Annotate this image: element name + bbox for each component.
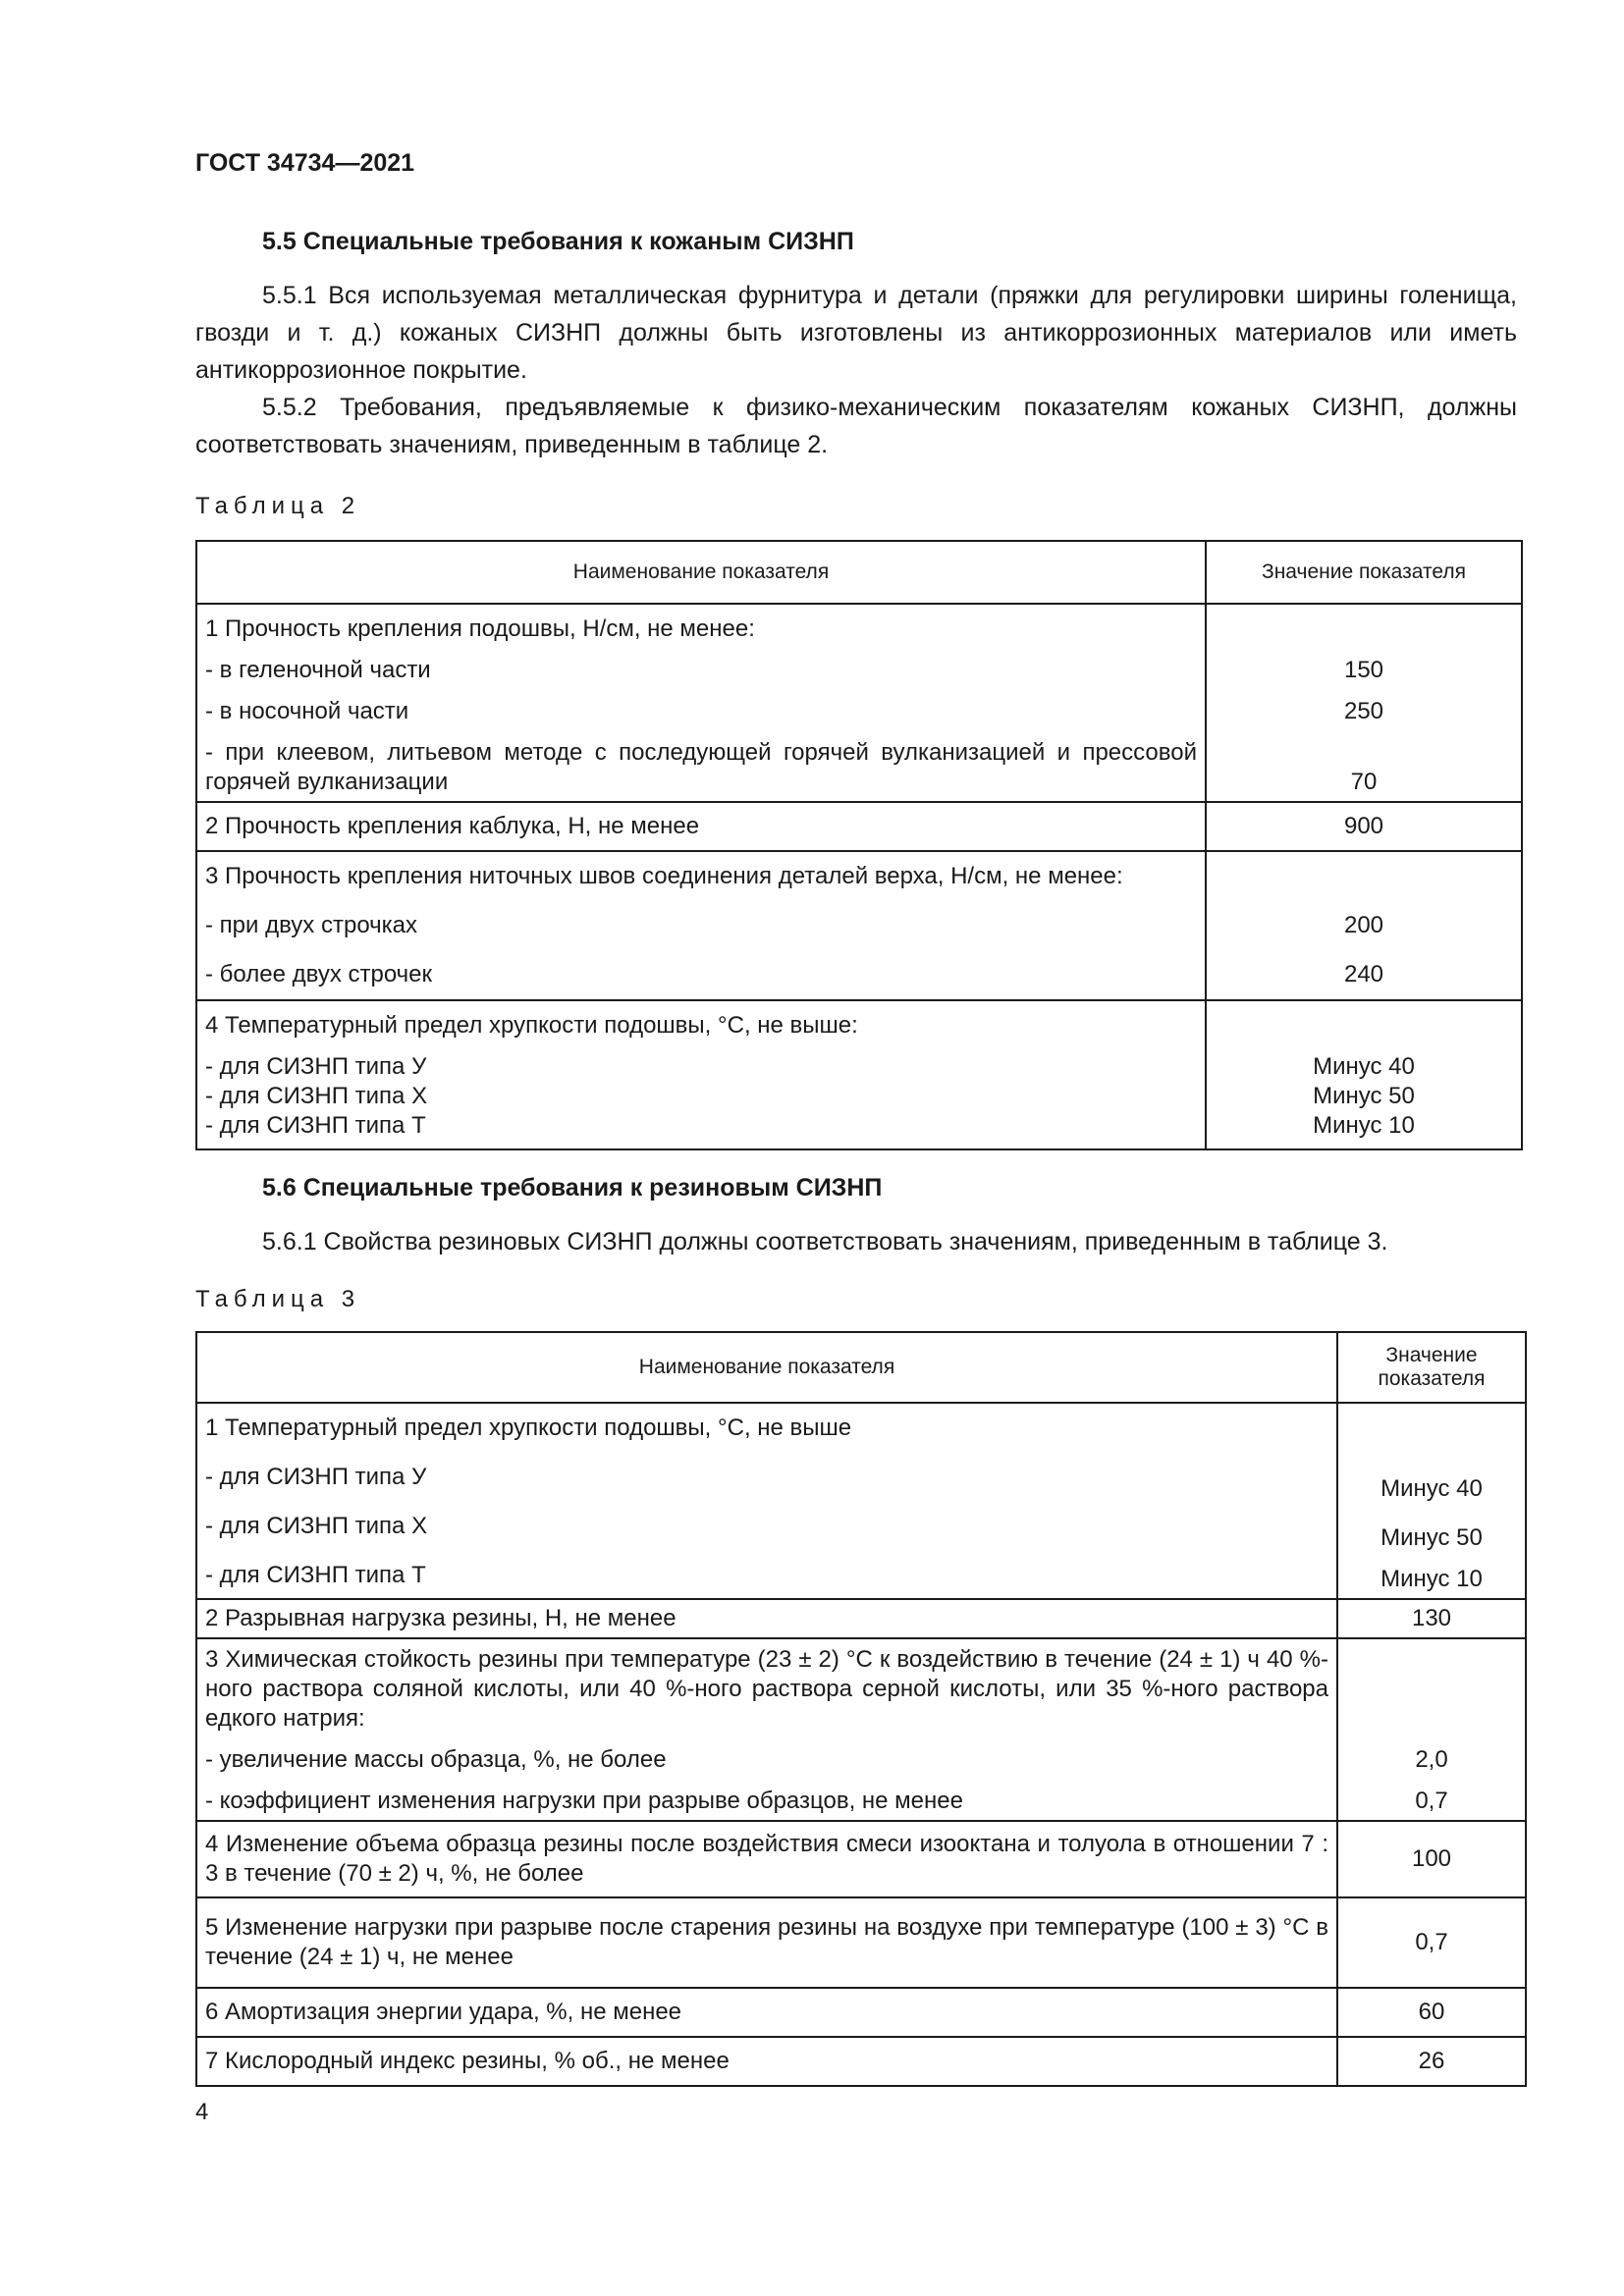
section-5-6-title: 5.6 Специальные требования к резиновым СИЗНП	[262, 1174, 883, 1201]
row-1-value-b: 250	[1343, 698, 1384, 724]
row-3-value-b: 0,7	[1415, 1788, 1448, 1814]
table-row	[196, 851, 1522, 1000]
row-7-label: 7 Кислородный индекс резины, % об., не менее	[196, 2037, 1337, 2086]
row-6-label: 6 Амортизация энергии удара, %, не менее	[196, 1988, 1337, 2037]
row-1-title: 1 Прочность крепления подошвы, Н/см, не менее:	[205, 615, 755, 642]
row-4-value-b: Минус 50	[1313, 1083, 1415, 1109]
column-header-value: Значение показателя	[1206, 541, 1522, 604]
row-1-value-c: 70	[1350, 769, 1378, 795]
row-1-value-c: Минус 10	[1380, 1566, 1483, 1592]
row-4-title: 4 Температурный предел хрупкости подошвы, °С, не выше:	[205, 1012, 858, 1039]
row-1-value-b: Минус 50	[1380, 1524, 1483, 1551]
column-header-value: Значение показателя	[1337, 1332, 1526, 1403]
row-4-item-c: - для СИЗНП типа Т	[205, 1112, 426, 1139]
table-row	[196, 1821, 1526, 1897]
row-1-item-c: - для СИЗНП типа Т	[205, 1562, 426, 1588]
table-row	[196, 1638, 1526, 1821]
table-row	[196, 2037, 1526, 2086]
row-3-item-a: - увеличение массы образца, %, не более	[205, 1746, 667, 1773]
row-2-label: 2 Разрывная нагрузка резины, Н, не менее	[196, 1599, 1337, 1638]
row-3-title: 3 Химическая стойкость резины при температуре (23 ± 2) °С к воздействию в течение (24 ± 1) ч 40 %-ного раствора соляной кислоты, или 40 %-ного раствора серной кислоты, или 35 %-ного раствора едкого натрия:	[205, 1646, 1328, 1732]
table-row	[196, 1988, 1526, 2037]
paragraph-5-5-2: 5.5.2 Требования, предъявляемые к физико-механическим показателям кожаных СИЗНП, должны соответствовать значениям, приведенным в таблице 2.	[195, 394, 1517, 458]
row-3-item-b: - более двух строчек	[205, 961, 432, 988]
row-2-value: 900	[1206, 802, 1522, 851]
row-4-value-a: Минус 40	[1313, 1053, 1415, 1080]
row-1-item-b: - в носочной части	[205, 698, 409, 724]
row-7-value: 26	[1337, 2037, 1526, 2086]
row-5-label: 5 Изменение нагрузки при разрыве после старения резины на воздухе при температуре (100 ± 3) °С в течение (24 ± 1) ч, не менее	[196, 1897, 1337, 1988]
table-header-row	[196, 1332, 1526, 1403]
row-1-item-a: - в геленочной части	[205, 657, 431, 683]
table-2-caption: Таблица 2	[195, 493, 361, 519]
table-3-caption: Таблица 3	[195, 1286, 361, 1312]
row-3-value-a: 200	[1343, 912, 1384, 938]
table-3	[195, 1331, 1527, 2087]
row-3-title: 3 Прочность крепления ниточных швов соединения деталей верха, Н/см, не менее:	[205, 863, 1123, 889]
row-4-item-a: - для СИЗНП типа У	[205, 1053, 427, 1080]
row-4-label: 4 Изменение объема образца резины после воздействия смеси изооктана и толуола в отношении 7 : 3 в течение (70 ± 2) ч, %, не более	[196, 1821, 1337, 1897]
column-header-name: Наименование показателя	[196, 541, 1206, 604]
row-1-title: 1 Температурный предел хрупкости подошвы, °С, не выше	[205, 1415, 852, 1441]
table-row	[196, 604, 1522, 802]
row-1-item-c: - при клеевом, литьевом методе с последующей горячей вулканизацией и прессовой горячей вулканизации	[205, 739, 1197, 795]
paragraph-5-5-1: 5.5.1 Вся используемая металлическая фурнитура и детали (пряжки для регулировки ширины голенища, гвозди и т. д.) кожаных СИЗНП должны быть изготовлены из антикоррозионных материалов или иметь антикоррозионное покрытие.	[195, 282, 1517, 384]
table-row	[196, 802, 1522, 851]
row-1-item-a: - для СИЗНП типа У	[205, 1464, 427, 1490]
table-2	[195, 540, 1523, 1150]
row-2-value: 130	[1337, 1599, 1526, 1638]
section-5-5-title: 5.5 Специальные требования к кожаным СИЗНП	[262, 228, 854, 255]
row-1-value-a: 150	[1343, 657, 1384, 683]
row-3-value-a: 2,0	[1415, 1746, 1448, 1773]
paragraph-5-6-1: 5.6.1 Свойства резиновых СИЗНП должны соответствовать значениям, приведенным в таблице 3.	[262, 1228, 1388, 1255]
table-header-row	[196, 541, 1522, 604]
row-3-item-b: - коэффициент изменения нагрузки при разрыве образцов, не менее	[205, 1788, 963, 1814]
table-row	[196, 1599, 1526, 1638]
row-5-value: 0,7	[1337, 1897, 1526, 1988]
row-3-value-b: 240	[1343, 961, 1384, 988]
row-4-item-b: - для СИЗНП типа Х	[205, 1083, 428, 1109]
row-2-label: 2 Прочность крепления каблука, Н, не менее	[196, 802, 1206, 851]
table-row	[196, 1897, 1526, 1988]
table-row	[196, 1403, 1526, 1599]
table-row	[196, 1000, 1522, 1149]
row-1-value-a: Минус 40	[1380, 1475, 1483, 1502]
page-number: 4	[195, 2099, 209, 2125]
row-6-value: 60	[1337, 1988, 1526, 2037]
column-header-name: Наименование показателя	[196, 1332, 1337, 1403]
row-3-item-a: - при двух строчках	[205, 912, 418, 938]
row-1-item-b: - для СИЗНП типа Х	[205, 1513, 428, 1539]
row-4-value: 100	[1337, 1821, 1526, 1897]
row-4-value-c: Минус 10	[1313, 1112, 1415, 1139]
document-header: ГОСТ 34734—2021	[195, 149, 415, 177]
